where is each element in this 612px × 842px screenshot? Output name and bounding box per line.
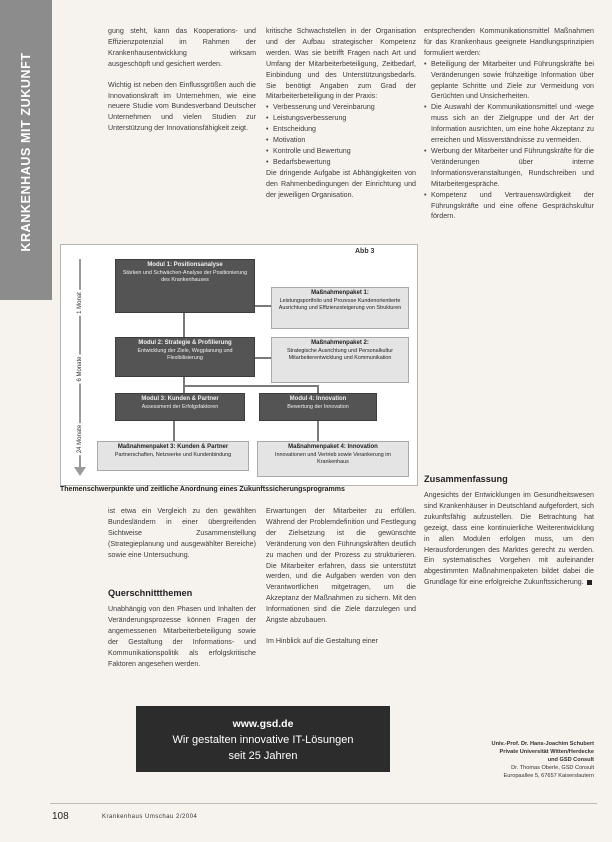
column-3: [424, 26, 594, 222]
list-item: • Motivation: [266, 135, 416, 146]
paragraph: Erwartungen der Mitarbeiter zu erfüllen. Während der Problemdefinition und Festlegung der Zielsetzung ist die gewünschte Veränderung von den Führungskräften deutlich zu machen und der Prozess zu strukturieren. Die Mitarbeiter erfahren, dass sie unterstützt werden, und die Aufgaben werden von den Verantwortlichen mitgetragen, um die Akzeptanz der Maßnahmen zu sichern. Mit den Informationen sind die Ziele darzulegen und Ängste abzubauen.: [266, 507, 416, 625]
package-title: Maßnahmenpaket 1:: [311, 290, 369, 296]
list-item: • Verbesserung und Vereinbarung: [266, 102, 416, 113]
column-1-top: [108, 26, 256, 144]
module-title: Modul 4: Innovation: [289, 396, 347, 402]
author-line: Univ.-Prof. Dr. Hans-Joachim Schubert: [491, 741, 594, 747]
module-title: Modul 1: Positionsanalyse: [147, 262, 223, 268]
paragraph: Wichtig ist neben den Einflussgrößen auch die Innovationskraft im Unternehmen, wie eine neuere Studie vom Bundesverband Deutscher Unternehmen und vielen Studien zur Unterstützung der Innovationsfähigkeit zeigt.: [108, 80, 256, 133]
column-2-top: [266, 26, 416, 211]
figure-caption: Themenschwerpunkte und zeitliche Anordnung eines Zukunftssicherungsprogramms: [60, 486, 345, 493]
paragraph: Die dringende Aufgabe ist Abhängigkeiten von den Rahmenbedingungen der Einrichtung und der jeweiligen Organisation.: [266, 168, 416, 199]
section-heading: Zusammenfassung: [424, 474, 508, 484]
section-sidebar: [0, 0, 52, 300]
package-title: Maßnahmenpaket 2:: [311, 340, 369, 346]
connector-line: [183, 385, 319, 387]
connector-line: [255, 305, 271, 307]
ad-slogan: Wir gestalten innovative IT-Lösungen: [172, 734, 354, 746]
ad-url: www.gsd.de: [232, 718, 294, 730]
measures-package-box: [97, 441, 249, 471]
paragraph: gung steht, kann das Kooperations- und Effizienzpotenzial im Rahmen der Krankenhausentwicklung wirksam ausgeschöpft und gesichert werden.: [108, 27, 256, 68]
list-item: • Kompetenz und Vertrauenswürdigkeit der Führungskräfte und eine offene Gesprächskultur fördern.: [424, 190, 594, 223]
list-item: • Entscheidung: [266, 124, 416, 135]
measures-package-box: [271, 287, 409, 329]
author-block: [424, 740, 594, 780]
list-item: • Kontrolle und Bewertung: [266, 146, 416, 157]
author-line: Europaallee 5, 67657 Kaiserslautern: [503, 773, 594, 779]
timeline-label: 24 Monate: [77, 424, 83, 454]
paragraph: entsprechenden Kommunikationsmittel Maßnahmen für das Krankenhaus geeignete Handlungsprinzipien formuliert werden:: [424, 27, 594, 57]
module-box: [115, 259, 255, 313]
author-line: Private Universität Witten/Herdecke: [499, 749, 594, 755]
package-text: Partnerschaften, Netzwerke und Kundenbindung: [114, 451, 232, 458]
list-item: • Leistungsverbesserung: [266, 113, 416, 124]
paragraph: kritische Schwachstellen in der Organisation und der Aufbau strategischer Kompetenz werden. Was sie betrifft Fragen nach Art und Umfang der Mitarbeiterbeteiligung, Zeitbedarf, Einbindung und des Unterstützungsbedarfs. Sie benötigt Angaben zum Grad der Mitarbeiterbeteiligung in der Praxis:: [266, 27, 416, 101]
paragraph: Unabhängig von den Phasen und Inhalten der Veränderungsprozesse können Fragen der angemessenen Mitarbeiterbeteiligung sowie der Gestaltung der Informations- und Kommunikationspolitik als erfolgskritische Faktoren angesehen werden.: [108, 605, 256, 668]
measures-package-box: [257, 441, 409, 477]
section-label: KRANKENHAUS MIT ZUKUNFT: [19, 52, 33, 252]
list-item: • Bedarfsbewertung: [266, 157, 416, 168]
module-text: Bewertung der Innovation: [287, 403, 349, 410]
journal-name: Krankenhaus Umschau 2/2004: [102, 814, 198, 820]
package-text: Innovationen und Vertrieb sowie Verankerung im Krankenhaus: [275, 451, 391, 465]
package-title: Maßnahmenpaket 3: Kunden & Partner: [117, 444, 229, 450]
connector-line: [255, 357, 271, 359]
module-box: [259, 393, 377, 421]
column-1-bottom: [108, 506, 256, 571]
connector-line: [173, 421, 175, 441]
module-box: [115, 393, 245, 421]
author-line: und GSD Consult: [547, 757, 594, 763]
bullet-list: [424, 59, 594, 223]
module-text: Entwicklung der Ziele, Wegplanung und Flexibilisierung: [137, 347, 233, 361]
timeline-label: 1 Monat: [77, 292, 83, 314]
package-text: Strategische Ausrichtung und Personalkultur Mitarbeiterentwicklung und Kommunikation: [286, 347, 394, 361]
figure-diagram: [60, 244, 418, 486]
column-1-themes: [108, 604, 256, 679]
ad-slogan-sub: seit 25 Jahren: [228, 750, 298, 762]
timeline-label: 6 Monate: [77, 356, 83, 382]
column-3-summary: [424, 490, 594, 598]
connector-line: [317, 385, 319, 393]
module-text: Assessment der Erfolgsfaktoren: [141, 403, 219, 410]
list-item: • Werbung der Mitarbeiter und Führungskräfte für die Veränderungen über interne Informationsveranstaltungen, Rundschreiben und Mitarbeitergespräche.: [424, 146, 594, 190]
paragraph: ist etwa ein Vergleich zu den gewählten Bundesländern in einer übergreifenden Sichtweise Zusammenstellung (Strategieplanung und ausgewählter Bereiche) sowie eine Untersuchung.: [108, 507, 256, 559]
section-heading: Querschnittthemen: [108, 588, 193, 598]
paragraph: Im Hinblick auf die Gestaltung einer: [266, 636, 378, 645]
timeline-axis: [65, 259, 97, 477]
module-box: [115, 337, 255, 377]
package-text: Leistungsportfolio und Prozesse Kundenorientierte Ausrichtung und Effizienzsteigerung von Strukturen: [278, 297, 402, 311]
author-line: Dr. Thomas Oberle, GSD Consult: [511, 765, 594, 771]
figure-label: Abb 3: [355, 248, 375, 255]
column-2-bottom: [266, 506, 416, 657]
module-text: Stärken und Schwächen-Analyse der Positionierung des Krankenhauses: [122, 269, 248, 283]
paragraph-text: Angesichts der Entwicklungen im Gesundheitswesen sind Krankenhäuser in Deutschland aufgefordert, sich zukunftsfähig aufzustellen. Die Betrachtung hat gezeigt, dass eine kontinuierliche Weiterentwicklung in allen Modulen erfolgen muss, um den Herausforderungen des Marktes gerecht zu werden. Ein systematisches Vorgehen mit aufeinander abgestimmten Maßnahmenpaketen bildet dabei die Grundlage für eine erfolgreiche Zukunftssicherung.: [424, 491, 594, 587]
bullet-list: [266, 102, 416, 167]
advertisement-banner: [136, 706, 390, 772]
package-title: Maßnahmenpaket 4: Innovation: [288, 444, 378, 450]
page-number: 108: [52, 811, 69, 822]
paragraph: [424, 490, 594, 588]
module-title: Modul 3: Kunden & Partner: [141, 396, 219, 402]
connector-line: [317, 421, 319, 441]
footer-divider: [50, 803, 597, 804]
timeline-arrow-icon: [74, 467, 86, 476]
list-item: • Beteiligung der Mitarbeiter und Führungskräfte bei Veränderungen sowie frühzeitige Information über geplante Schritte und Ziele zur Vermeidung von Gerüchten und Unsicherheiten.: [424, 59, 594, 103]
module-title: Modul 2: Strategie & Profilierung: [138, 340, 232, 346]
measures-package-box: [271, 337, 409, 383]
end-mark-icon: [587, 580, 592, 585]
connector-line: [183, 313, 185, 337]
list-item: • Die Auswahl der Kommunikationsmittel und -wege muss sich an der Zielgruppe und der Art der Information ausrichten, um eine hohe Akzeptanz zu erreichen und Missverständnisse zu vermeiden.: [424, 102, 594, 146]
